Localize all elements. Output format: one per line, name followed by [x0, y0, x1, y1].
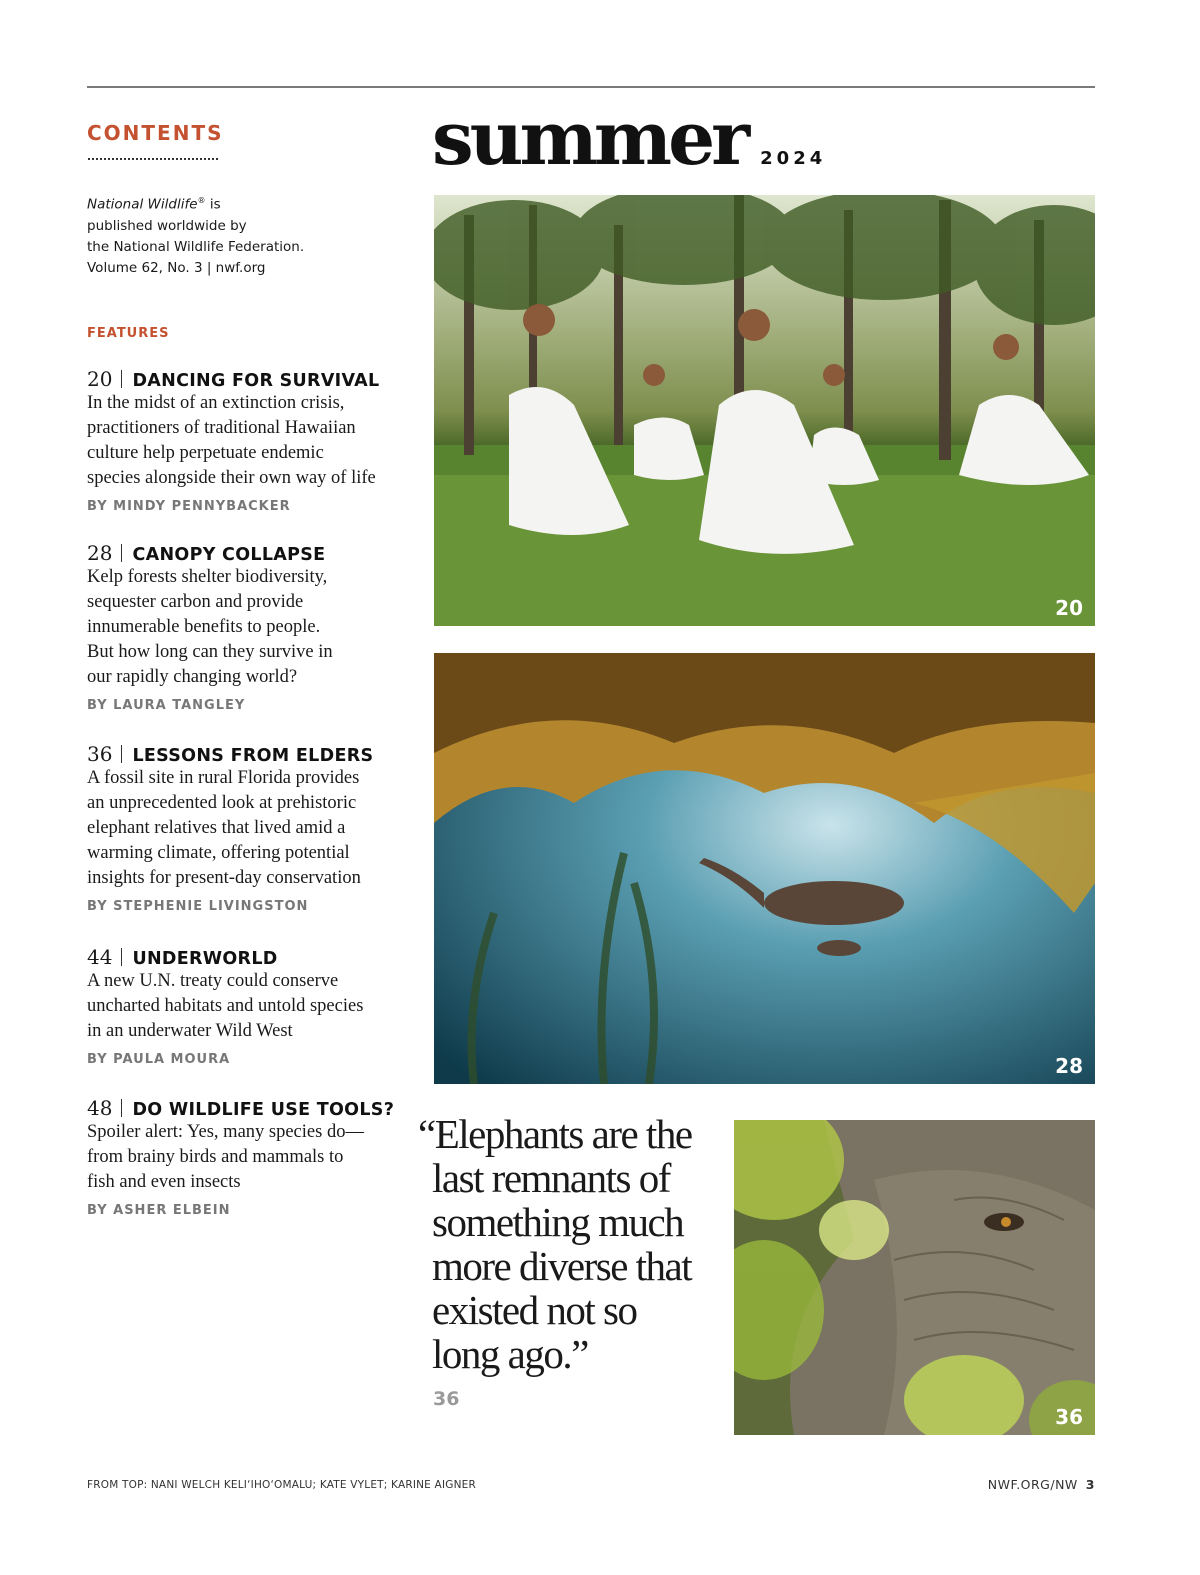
- feature-page-number: 20: [87, 367, 113, 391]
- quote-line: something much: [432, 1199, 684, 1245]
- photo-page-number: 36: [1055, 1405, 1083, 1429]
- publication-line-2: published worldwide by: [87, 217, 247, 234]
- vertical-divider: [121, 948, 122, 966]
- feature-heading: [87, 365, 407, 393]
- description-line: uncharted habitats and untold species: [87, 996, 364, 1016]
- photo-page-number: 28: [1055, 1054, 1083, 1078]
- cormorant-kelp-photo[interactable]: [434, 653, 1095, 1084]
- features-label: FEATURES: [87, 326, 170, 341]
- registered-mark: ®: [197, 196, 206, 205]
- feature-description: [87, 766, 407, 891]
- quote-line: “Elephants are the: [418, 1111, 692, 1157]
- photo-page-number: 20: [1055, 596, 1083, 620]
- season-title: summer: [432, 96, 747, 182]
- feature-title: DANCING FOR SURVIVAL: [132, 371, 380, 391]
- description-line: fish and even insects: [87, 1172, 241, 1192]
- feature-title: LESSONS FROM ELDERS: [132, 746, 374, 766]
- feature-byline: BY MINDY PENNYBACKER: [87, 499, 291, 514]
- description-line: in an underwater Wild West: [87, 1021, 293, 1041]
- issue-year: 2024: [760, 148, 827, 169]
- description-line: culture help perpetuate endemic: [87, 443, 324, 463]
- feature-page-number: 28: [87, 541, 113, 565]
- feature-byline: BY PAULA MOURA: [87, 1052, 231, 1067]
- vertical-divider: [121, 370, 122, 388]
- feature-entry[interactable]: [87, 539, 407, 713]
- feature-heading: [87, 1094, 407, 1122]
- photo-credits: FROM TOP: NANI WELCH KELI‘IHO‘OMALU; KATE VYLET; KARINE AIGNER: [87, 1479, 476, 1491]
- feature-title: UNDERWORLD: [132, 949, 278, 969]
- feature-heading: [87, 539, 407, 567]
- contents-heading: CONTENTS: [87, 121, 224, 145]
- hula-dancers-photo[interactable]: [434, 195, 1095, 626]
- website-link[interactable]: NWF.ORG/NW: [987, 1477, 1078, 1492]
- issue-masthead: [432, 96, 827, 182]
- description-line: innumerable benefits to people.: [87, 617, 321, 637]
- feature-heading: [87, 740, 407, 768]
- publication-info: [87, 190, 387, 279]
- elephant-eye-photo[interactable]: [734, 1120, 1095, 1435]
- description-line: But how long can they survive in: [87, 642, 333, 662]
- dotted-divider: [88, 158, 218, 160]
- page-footer: [988, 1477, 1095, 1492]
- top-rule: [87, 86, 1095, 88]
- feature-byline: BY ASHER ELBEIN: [87, 1203, 231, 1218]
- description-line: an unprecedented look at prehistoric: [87, 793, 357, 813]
- quote-page-number: 36: [433, 1388, 460, 1410]
- publication-line-4: Volume 62, No. 3 | nwf.org: [87, 259, 266, 276]
- description-line: our rapidly changing world?: [87, 667, 298, 687]
- description-line: Spoiler alert: Yes, many species do—: [87, 1122, 364, 1142]
- feature-entry[interactable]: [87, 943, 407, 1067]
- feature-description: [87, 969, 407, 1044]
- description-line: warming climate, offering potential: [87, 843, 350, 863]
- feature-page-number: 36: [87, 742, 113, 766]
- description-line: Kelp forests shelter biodiversity,: [87, 567, 328, 587]
- description-line: sequester carbon and provide: [87, 592, 304, 612]
- description-line: In the midst of an extinction crisis,: [87, 393, 345, 413]
- page-number: 3: [1085, 1477, 1095, 1492]
- publication-line-3: the National Wildlife Federation.: [87, 238, 305, 255]
- pull-quote: [418, 1112, 728, 1376]
- feature-title: CANOPY COLLAPSE: [132, 545, 326, 565]
- quote-line: last remnants of: [432, 1155, 670, 1201]
- magazine-name: National Wildlife: [87, 196, 198, 213]
- feature-heading: [87, 943, 407, 971]
- description-line: A fossil site in rural Florida provides: [87, 768, 360, 788]
- quote-line: long ago.”: [432, 1331, 588, 1377]
- feature-byline: BY LAURA TANGLEY: [87, 698, 246, 713]
- description-line: elephant relatives that lived amid a: [87, 818, 346, 838]
- feature-page-number: 44: [87, 945, 113, 969]
- feature-byline: BY STEPHENIE LIVINGSTON: [87, 899, 309, 914]
- quote-line: existed not so: [432, 1287, 637, 1333]
- description-line: insights for present-day conservation: [87, 868, 361, 888]
- cormorant-kelp-illustration: [434, 653, 1095, 1084]
- feature-title: DO WILDLIFE USE TOOLS?: [132, 1100, 395, 1120]
- description-line: from brainy birds and mammals to: [87, 1147, 344, 1167]
- hula-dancers-illustration: [434, 195, 1095, 626]
- feature-page-number: 48: [87, 1096, 113, 1120]
- description-line: A new U.N. treaty could conserve: [87, 971, 339, 991]
- feature-description: [87, 565, 407, 690]
- feature-entry[interactable]: [87, 740, 407, 914]
- description-line: species alongside their own way of life: [87, 468, 376, 488]
- feature-entry[interactable]: [87, 365, 407, 514]
- publication-line-1: [87, 190, 387, 216]
- feature-entry[interactable]: [87, 1094, 407, 1218]
- publication-line-1-rest: is: [205, 196, 221, 213]
- vertical-divider: [121, 745, 122, 763]
- feature-description: [87, 1120, 407, 1195]
- feature-description: [87, 391, 407, 491]
- vertical-divider: [121, 544, 122, 562]
- vertical-divider: [121, 1099, 122, 1117]
- quote-line: more diverse that: [432, 1243, 692, 1289]
- elephant-eye-illustration: [734, 1120, 1095, 1435]
- description-line: practitioners of traditional Hawaiian: [87, 418, 356, 438]
